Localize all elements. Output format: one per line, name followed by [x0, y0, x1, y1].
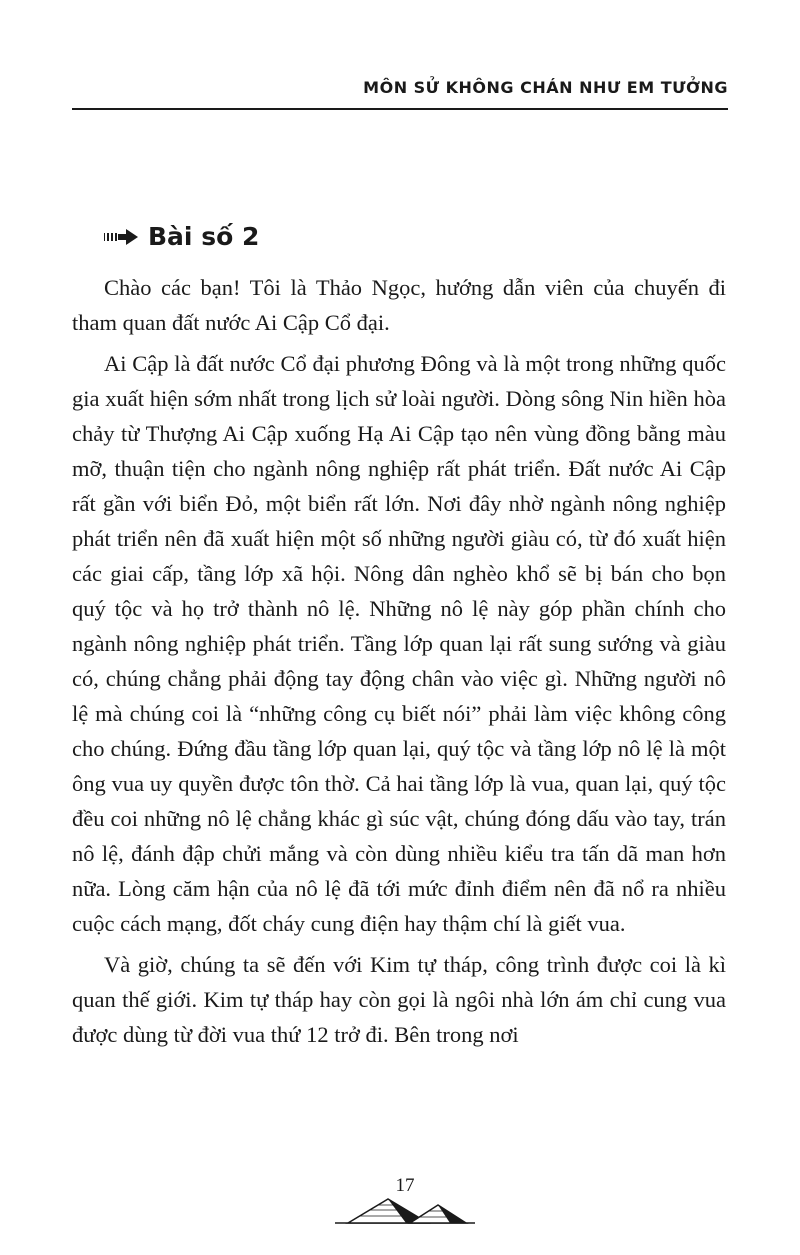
- section-heading: [104, 222, 259, 251]
- pyramids-icon: [330, 1195, 480, 1225]
- paragraph-egypt: Ai Cập là đất nước Cổ đại phương Đông và là một trong những quốc gia xuất hiện sớm nhất trong lịch sử loài người. Dòng sông Nin hiền hòa chảy từ Thượng Ai Cập xuống Hạ Ai Cập tạo nên vùng đồng bằng màu mỡ, thuận tiện cho ngành nông nghiệp rất phát triển. Đất nước Ai Cập rất gần với biển Đỏ, một biển rất lớn. Nơi đây nhờ ngành nông nghiệp phát triển nên đã xuất hiện một số những người giàu có, từ đó xuất hiện các giai cấp, tầng lớp xã hội. Nông dân nghèo khổ sẽ bị bán cho bọn quý tộc và họ trở thành nô lệ. Những nô lệ này góp phần chính cho ngành nông nghiệp phát triển. Tầng lớp quan lại rất sung sướng và giàu có, chúng chẳng phải động tay động chân vào việc gì. Những người nô lệ mà chúng coi là “những công cụ biết nói” phải làm việc không công cho chúng. Đứng đầu tầng lớp quan lại, quý tộc và tầng lớp nô lệ là một ông vua uy quyền được tôn thờ. Cả hai tầng lớp là vua, quan lại, quý tộc đều coi những nô lệ chẳng khác gì súc vật, chúng đóng dấu vào tay, trán nô lệ, đánh đập chửi mắng và còn dùng nhiều kiểu tra tấn dã man hơn nữa. Lòng căm hận của nô lệ đã tới mức đỉnh điểm nên đã nổ ra nhiều cuộc cách mạng, đốt cháy cung điện hay thậm chí là giết vua.: [72, 351, 726, 936]
- running-header: MÔN SỬ KHÔNG CHÁN NHƯ EM TƯỞNG: [363, 78, 728, 97]
- page-number: 17: [395, 1175, 415, 1196]
- paragraph-intro: Chào các bạn! Tôi là Thảo Ngọc, hướng dẫn viên của chuyến đi tham quan đất nước Ai Cập Cổ đại.: [72, 275, 726, 335]
- page-footer: [330, 1175, 480, 1225]
- section-heading-text: Bài số 2: [148, 222, 260, 251]
- body-text: [72, 270, 726, 1058]
- paragraph-pyramid: Và giờ, chúng ta sẽ đến với Kim tự tháp, công trình được coi là kì quan thế giới. Kim tự tháp hay còn gọi là ngôi nhà lớn ám chỉ cung vua được dùng từ đời vua thứ 12 trở đi. Bên trong nơi: [72, 952, 726, 1047]
- header-rule: [72, 108, 728, 110]
- double-arrow-icon: [104, 227, 138, 247]
